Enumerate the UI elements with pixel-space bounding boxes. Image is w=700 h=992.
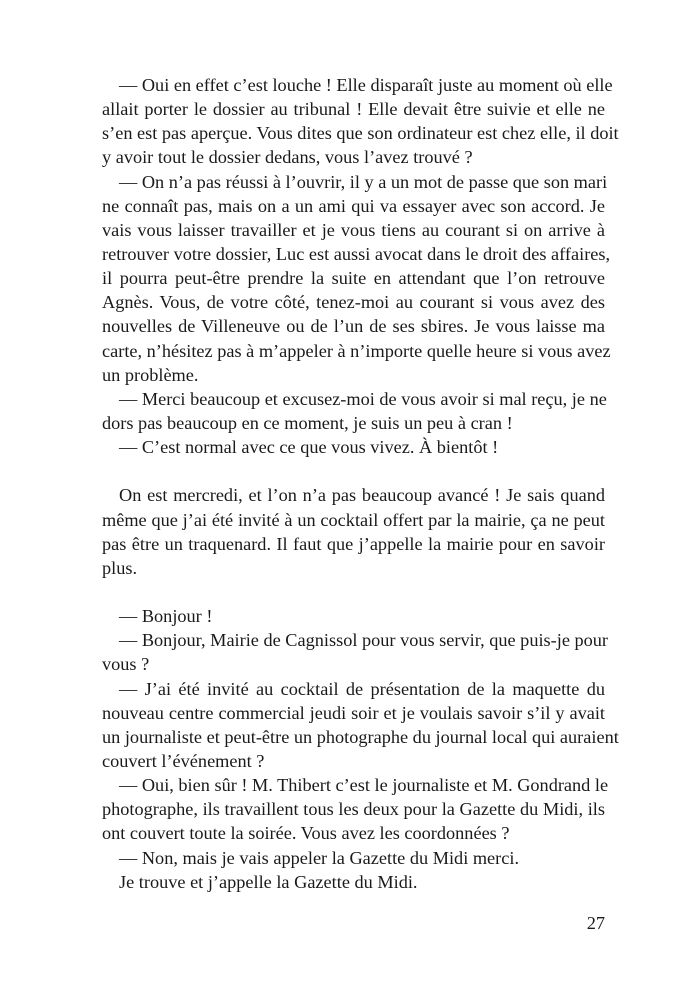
page-number: 27 xyxy=(586,913,605,933)
paragraph xyxy=(102,870,605,894)
paragraph-spacer xyxy=(102,580,605,604)
text-line: y avoir tout le dossier dedans, vous l’avez trouvé ? xyxy=(102,147,473,168)
text-line: allait porter le dossier au tribunal ! Elle devait être suivie et elle ne xyxy=(102,99,605,120)
text-line: nouveau centre commercial jeudi soir et je voulais savoir s’il y avait xyxy=(102,702,605,723)
paragraph xyxy=(102,483,605,580)
text-line: un journaliste et peut-être un photographe du journal local qui auraient xyxy=(102,726,619,747)
text-line: photographe, ils travaillent tous les deux pour la Gazette du Midi, ils xyxy=(102,799,605,820)
text-line: On est mercredi, et l’on n’a pas beaucoup avancé ! Je sais quand xyxy=(119,485,605,506)
paragraph xyxy=(102,846,605,870)
paragraph xyxy=(102,387,605,435)
text-line: — C’est normal avec ce que vous vivez. À bientôt ! xyxy=(119,437,499,458)
text-line: nouvelles de Villeneuve ou de l’un de ses sbires. Je vous laisse ma xyxy=(102,316,605,337)
text-line: ne connaît pas, mais on a un ami qui va essayer avec son accord. Je xyxy=(102,195,605,216)
paragraph-spacer xyxy=(102,459,605,483)
text-line: — Bonjour ! xyxy=(119,606,213,627)
text-line: un problème. xyxy=(102,364,199,385)
paragraph xyxy=(102,628,609,676)
text-line: — Oui, bien sûr ! M. Thibert c’est le journaliste et M. Gondrand le xyxy=(119,775,609,796)
text-line: dors pas beaucoup en ce moment, je suis un peu à cran ! xyxy=(102,412,513,433)
text-line: même que j’ai été invité à un cocktail offert par la mairie, ça ne peut xyxy=(102,509,605,530)
text-line: s’en est pas aperçue. Vous dites que son ordinateur est chez elle, il doit xyxy=(102,123,619,144)
text-line: couvert l’événement ? xyxy=(102,750,265,771)
body-text xyxy=(102,73,619,894)
text-line: pas être un traquenard. Il faut que j’appelle la mairie pour en savoir xyxy=(102,533,605,554)
text-line: — Non, mais je vais appeler la Gazette du Midi merci. xyxy=(119,847,520,868)
paragraph xyxy=(102,773,609,845)
text-line: retrouver votre dossier, Luc est aussi avocat dans le droit des affaires, xyxy=(102,243,611,264)
paragraph xyxy=(102,73,619,170)
paragraph xyxy=(102,170,611,387)
text-line: ont couvert toute la soirée. Vous avez les coordonnées ? xyxy=(102,823,510,844)
paragraph xyxy=(102,677,619,774)
text-line: — J’ai été invité au cocktail de présentation de la maquette du xyxy=(119,678,605,699)
text-line: il pourra peut-être prendre la suite en attendant que l’on retrouve xyxy=(102,268,605,289)
text-line: — Bonjour, Mairie de Cagnissol pour vous servir, que puis-je pour xyxy=(119,630,609,651)
text-line: vous ? xyxy=(102,654,150,675)
text-line: Je trouve et j’appelle la Gazette du Midi. xyxy=(119,871,418,892)
text-line: carte, n’hésitez pas à m’appeler à n’importe quelle heure si vous avez xyxy=(102,340,611,361)
text-line: plus. xyxy=(102,557,138,578)
text-line: — Merci beaucoup et excusez-moi de vous avoir si mal reçu, je ne xyxy=(119,388,607,409)
text-line: — On n’a pas réussi à l’ouvrir, il y a un mot de passe que son mari xyxy=(119,171,608,192)
text-line: — Oui en effet c’est louche ! Elle disparaît juste au moment où elle xyxy=(119,75,613,95)
paragraph xyxy=(102,435,605,459)
text-line: vais vous laisser travailler et je vous tiens au courant si on arrive à xyxy=(102,219,605,240)
text-line: Agnès. Vous, de votre côté, tenez-moi au courant si vous avez des xyxy=(102,292,605,313)
paragraph xyxy=(102,604,605,628)
